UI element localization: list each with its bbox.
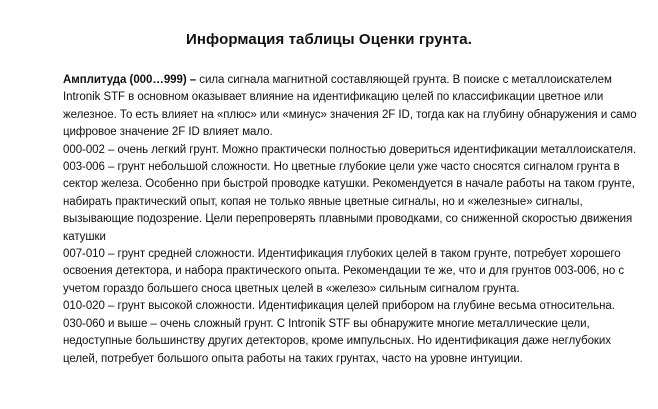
range-paragraph-030-060: 030-060 и выше – очень сложный грунт. С Intronik STF вы обнаружите многие металлические цели, недоступные большинству других детекторов, кроме импульсных. Но идентификация даже неглубоких целей, потребует большого опыта работы на таких грунтах, часто на уровне интуиции. — [63, 317, 611, 365]
amplitude-description: сила сигнала магнитной составляющей грунта. В поиске с металлоискателем Intronik STF в основном оказывает влияние на идентификацию целей по классификации цветное или железное. То есть влияет на «плюс» или «минус» значения 2F ID, тогда как на глубину обнаружения и само цифровое значение 2F ID влияет мало. — [63, 74, 637, 139]
document-title: Информация таблицы Оценки грунта. — [186, 31, 472, 48]
range-paragraph-000-002: 000-002 – очень легкий грунт. Можно практически полностью довериться идентификации металлоискателя. — [63, 143, 637, 156]
document-body — [63, 72, 648, 368]
range-paragraph-003-006: 003-006 – грунт небольшой сложности. Но цветные глубокие цели уже часто сносятся сигналом грунта в сектор железа. Особенно при быстрой проводке катушки. Рекомендуется в начале работы на таком грунте, набирать практический опыт, копая не только явные цветные сигналы, но и «железные» сигналы, вызывающие подозрение. Цели перепроверять плавными проводками, со сниженной скоростью движения катушки — [63, 161, 635, 243]
intro-paragraph — [63, 72, 648, 142]
range-paragraph-010-020: 010-020 – грунт высокой сложности. Идентификация целей прибором на глубине весьма относительна. — [63, 300, 615, 313]
range-paragraph-007-010: 007-010 – грунт средней сложности. Идентификация глубоких целей в таком грунте, потребует хорошего освоения детектора, и набора практического опыта. Рекомендации те же, что и для грунтов 003-006, но с учетом гораздо большего сноса цветных целей в «железо» сильным сигналом грунта. — [63, 248, 625, 295]
amplitude-term: Амплитуда (000…999) – — [63, 74, 197, 86]
